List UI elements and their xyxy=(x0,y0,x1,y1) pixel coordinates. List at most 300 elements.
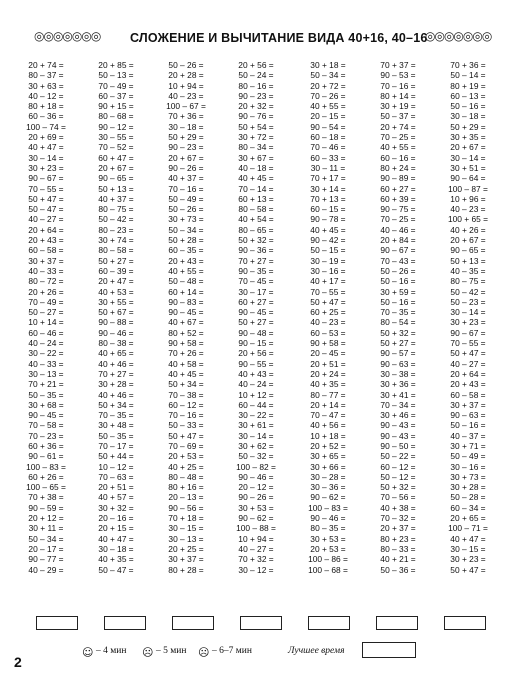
exercise-item: 50 – 16 = xyxy=(450,420,486,431)
exercise-item: 40 – 24 = xyxy=(28,338,64,349)
exercise-item: 50 – 49 = xyxy=(168,193,204,204)
exercise-item: 80 – 48 = xyxy=(168,471,204,482)
exercise-item: 20 – 16 = xyxy=(98,513,134,524)
exercise-item: 40 – 23 = xyxy=(168,90,204,101)
exercise-item: 20 + 67 = xyxy=(450,235,486,246)
exercise-item: 60 + 27 = xyxy=(238,296,274,307)
exercise-item: 30 + 23 = xyxy=(28,162,64,173)
exercise-item: 70 – 32 = xyxy=(380,513,416,524)
time-box[interactable] xyxy=(172,616,214,630)
exercise-item: 40 – 27 = xyxy=(238,543,274,554)
exercise-item: 30 – 14 = xyxy=(450,152,486,163)
exercise-item: 100 – 83 = xyxy=(26,461,66,472)
exercise-item: 90 – 46 = xyxy=(310,513,346,524)
exercise-item: 90 – 89 = xyxy=(380,173,416,184)
exercise-item: 60 – 58 = xyxy=(28,245,64,256)
exercise-item: 50 + 29 = xyxy=(450,121,486,132)
exercise-item: 100 + 65 = xyxy=(447,214,489,225)
exercise-column xyxy=(154,60,218,575)
exercise-item: 60 – 12 = xyxy=(168,399,204,410)
exercise-item: 20 + 56 = xyxy=(238,348,274,359)
exercise-item: 90 – 65 = xyxy=(450,245,486,256)
exercise-item: 30 + 65 = xyxy=(310,451,346,462)
exercise-item: 90 – 23 = xyxy=(168,142,204,153)
exercise-item: 50 – 26 = xyxy=(168,204,204,215)
exercise-item: 40 + 55 = xyxy=(168,265,204,276)
exercise-item: 60 + 36 = xyxy=(28,440,64,451)
exercise-item: 40 – 23 = xyxy=(450,204,486,215)
exercise-item: 40 + 47 = xyxy=(98,533,134,544)
exercise-item: 30 + 35 = xyxy=(450,132,486,143)
exercise-item: 50 – 34 = xyxy=(168,224,204,235)
exercise-item: 50 – 37 = xyxy=(380,111,416,122)
exercise-item: 60 – 46 = xyxy=(28,327,64,338)
exercise-item: 30 + 67 = xyxy=(238,152,274,163)
exercise-item: 60 – 53 = xyxy=(310,327,346,338)
exercise-item: 60 – 44 = xyxy=(238,399,274,410)
exercise-item: 90 + 15 = xyxy=(98,101,134,112)
exercise-item: 20 + 56 = xyxy=(238,60,274,70)
exercise-item: 50 + 67 = xyxy=(98,307,134,318)
exercise-item: 60 – 34 = xyxy=(450,502,486,513)
exercise-item: 50 + 47 = xyxy=(168,430,204,441)
exercise-item: 30 + 63 = xyxy=(28,80,64,91)
exercise-item: 80 – 75 = xyxy=(450,276,486,287)
ornament-left: ◎◎◎◎◎◎◎ xyxy=(34,29,101,43)
exercise-item: 30 + 74 = xyxy=(98,235,134,246)
exercise-item: 30 + 36 = xyxy=(380,379,416,390)
exercise-item: 70 + 27 = xyxy=(238,255,274,266)
exercise-item: 70 – 16 = xyxy=(168,183,204,194)
exercise-item: 30 + 59 = xyxy=(380,286,416,297)
exercise-item: 30 + 32 = xyxy=(98,502,134,513)
exercise-item: 30 + 37 = xyxy=(168,554,204,565)
exercise-item: 50 – 47 = xyxy=(98,564,134,575)
exercise-item: 20 + 14 = xyxy=(310,399,346,410)
exercise-item: 80 – 75 = xyxy=(98,204,134,215)
exercise-item: 70 – 14 = xyxy=(238,183,274,194)
exercise-item: 20 + 72 = xyxy=(310,80,346,91)
time-box[interactable] xyxy=(104,616,146,630)
exercise-item: 10 – 12 = xyxy=(98,461,134,472)
exercise-item: 20 – 15 = xyxy=(310,111,346,122)
exercise-item: 70 – 55 = xyxy=(28,183,64,194)
exercise-item: 30 – 28 = xyxy=(310,471,346,482)
exercise-item: 10 + 96 = xyxy=(450,193,486,204)
exercise-item: 90 – 61 = xyxy=(28,451,64,462)
exercise-item: 50 – 15 = xyxy=(310,245,346,256)
exercise-item: 50 – 34 = xyxy=(310,70,346,81)
exercise-item: 50 – 12 = xyxy=(380,471,416,482)
exercise-item: 30 – 16 = xyxy=(450,461,486,472)
exercise-item: 80 – 23 = xyxy=(98,224,134,235)
exercise-item: 40 – 27 = xyxy=(450,358,486,369)
exercise-column xyxy=(224,60,288,575)
exercise-grid xyxy=(14,60,504,615)
exercise-item: 60 – 58 = xyxy=(450,389,486,400)
exercise-item: 100 – 83 = xyxy=(308,502,348,513)
exercise-item: 50 – 27 = xyxy=(28,307,64,318)
exercise-item: 70 – 34 = xyxy=(380,399,416,410)
exercise-item: 60 – 18 = xyxy=(310,132,346,143)
exercise-item: 20 + 43 = xyxy=(450,379,486,390)
exercise-item: 40 + 58 = xyxy=(168,358,204,369)
exercise-item: 90 – 88 = xyxy=(98,317,134,328)
exercise-item: 80 – 38 = xyxy=(98,338,134,349)
exercise-item: 80 + 23 = xyxy=(380,533,416,544)
smile-face-icon: ☺ xyxy=(82,646,94,659)
exercise-item: 30 – 12 = xyxy=(238,564,274,575)
exercise-item: 90 – 62 = xyxy=(238,513,274,524)
exercise-item: 40 – 27 = xyxy=(28,214,64,225)
exercise-item: 20 + 43 = xyxy=(28,235,64,246)
exercise-item: 50 – 42 = xyxy=(98,214,134,225)
exercise-item: 50 – 16 = xyxy=(380,276,416,287)
exercise-item: 30 – 16 = xyxy=(310,265,346,276)
exercise-item: 30 + 23 = xyxy=(450,317,486,328)
exercise-item: 100 – 68 = xyxy=(308,564,348,575)
exercise-item: 40 + 17 = xyxy=(310,276,346,287)
exercise-item: 80 – 77 = xyxy=(310,389,346,400)
exercise-item: 20 + 74 = xyxy=(28,60,64,70)
exercise-item: 80 – 34 = xyxy=(238,142,274,153)
ornament-right: ◎◎◎◎◎◎◎ xyxy=(425,29,492,43)
exercise-item: 90 – 77 = xyxy=(28,554,64,565)
exercise-item: 70 – 26 = xyxy=(310,90,346,101)
exercise-item: 90 – 76 = xyxy=(238,111,274,122)
exercise-item: 40 + 38 = xyxy=(380,502,416,513)
exercise-item: 90 – 36 = xyxy=(238,245,274,256)
exercise-item: 30 + 28 = xyxy=(98,379,134,390)
exercise-item: 60 – 12 = xyxy=(380,461,416,472)
exercise-item: 30 + 61 = xyxy=(238,420,274,431)
exercise-item: 30 – 36 = xyxy=(310,482,346,493)
exercise-item: 10 + 94 = xyxy=(168,80,204,91)
exercise-item: 60 + 26 = xyxy=(28,471,64,482)
exercise-item: 80 + 24 = xyxy=(380,162,416,173)
exercise-item: 50 – 35 = xyxy=(28,389,64,400)
exercise-column xyxy=(366,60,430,575)
exercise-item: 30 – 14 = xyxy=(28,152,64,163)
exercise-item: 30 + 37 = xyxy=(28,255,64,266)
exercise-item: 80 + 19 = xyxy=(450,80,486,91)
time-box[interactable] xyxy=(376,616,418,630)
exercise-item: 30 + 14 = xyxy=(310,183,346,194)
exercise-item: 70 – 16 = xyxy=(168,410,204,421)
exercise-item: 10 + 94 = xyxy=(238,533,274,544)
exercise-item: 50 + 32 = xyxy=(380,482,416,493)
exercise-item: 90 – 67 = xyxy=(380,245,416,256)
exercise-item: 90 + 58 = xyxy=(310,338,346,349)
exercise-item: 50 – 32 = xyxy=(238,451,274,462)
exercise-item: 30 + 23 = xyxy=(450,554,486,565)
exercise-item: 70 – 43 = xyxy=(380,255,416,266)
exercise-item: 70 – 55 = xyxy=(310,286,346,297)
exercise-item: 30 + 51 = xyxy=(450,162,486,173)
exercise-item: 40 – 46 = xyxy=(380,224,416,235)
exercise-item: 90 – 55 = xyxy=(238,358,274,369)
exercise-item: 50 + 54 = xyxy=(238,121,274,132)
exercise-item: 70 – 45 = xyxy=(238,276,274,287)
timing-good: – 4 мин xyxy=(96,646,127,656)
exercise-item: 40 – 35 = xyxy=(450,265,486,276)
page-title: СЛОЖЕНИЕ И ВЫЧИТАНИЕ ВИДА 40+16, 40–16 xyxy=(130,31,428,45)
exercise-item: 90 – 78 = xyxy=(310,214,346,225)
exercise-item: 50 + 29 = xyxy=(168,132,204,143)
exercise-item: 60 – 13 = xyxy=(450,90,486,101)
exercise-item: 20 – 13 = xyxy=(168,492,204,503)
exercise-item: 80 – 72 = xyxy=(28,276,64,287)
exercise-item: 40 + 56 = xyxy=(310,420,346,431)
exercise-item: 20 – 45 = xyxy=(310,348,346,359)
exercise-item: 40 + 25 = xyxy=(168,461,204,472)
exercise-item: 50 – 13 = xyxy=(98,70,134,81)
exercise-item: 20 + 69 = xyxy=(28,132,64,143)
exercise-item: 50 + 32 = xyxy=(380,327,416,338)
exercise-item: 50 + 13 = xyxy=(450,255,486,266)
exercise-item: 100 – 87 = xyxy=(448,183,488,194)
exercise-item: 70 + 21 = xyxy=(28,379,64,390)
exercise-item: 20 + 47 = xyxy=(98,276,134,287)
exercise-item: 40 + 43 = xyxy=(238,368,274,379)
exercise-item: 20 + 15 = xyxy=(98,523,134,534)
exercise-item: 90 – 57 = xyxy=(380,348,416,359)
exercise-item: 90 – 63 = xyxy=(380,358,416,369)
exercise-item: 20 + 67 = xyxy=(98,162,134,173)
exercise-item: 80 – 35 = xyxy=(310,523,346,534)
exercise-item: 50 – 28 = xyxy=(450,492,486,503)
exercise-item: 20 + 74 = xyxy=(380,121,416,132)
exercise-item: 50 + 47 = xyxy=(450,348,486,359)
exercise-item: 30 + 55 = xyxy=(98,296,134,307)
exercise-item: 90 – 62 = xyxy=(310,492,346,503)
exercise-item: 30 – 13 = xyxy=(168,533,204,544)
exercise-item: 100 – 65 = xyxy=(26,482,66,493)
exercise-item: 20 + 26 = xyxy=(28,286,64,297)
exercise-item: 20 + 85 = xyxy=(98,60,134,70)
exercise-item: 30 + 71 = xyxy=(450,440,486,451)
exercise-item: 30 + 46 = xyxy=(380,410,416,421)
exercise-item: 90 – 63 = xyxy=(450,410,486,421)
exercise-item: 80 – 37 = xyxy=(28,70,64,81)
exercise-item: 30 – 18 = xyxy=(98,543,134,554)
exercise-item: 20 + 43 = xyxy=(168,255,204,266)
exercise-item: 90 – 64 = xyxy=(450,173,486,184)
exercise-item: 50 – 16 = xyxy=(380,296,416,307)
exercise-item: 80 + 16 = xyxy=(168,482,204,493)
exercise-item: 70 + 37 = xyxy=(380,60,416,70)
exercise-item: 70 – 25 = xyxy=(380,132,416,143)
exercise-item: 10 + 12 = xyxy=(238,389,274,400)
exercise-item: 40 + 46 = xyxy=(98,389,134,400)
exercise-item: 20 + 51 = xyxy=(310,358,346,369)
exercise-item: 80 + 28 = xyxy=(168,564,204,575)
exercise-item: 70 – 55 = xyxy=(450,338,486,349)
exercise-item: 70 + 38 = xyxy=(28,492,64,503)
exercise-item: 30 – 18 = xyxy=(168,121,204,132)
exercise-item: 50 – 22 = xyxy=(380,451,416,462)
exercise-item: 50 – 26 = xyxy=(380,265,416,276)
time-box[interactable] xyxy=(444,616,486,630)
exercise-item: 90 – 43 = xyxy=(380,420,416,431)
exercise-item: 30 + 18 = xyxy=(310,60,346,70)
exercise-item: 90 – 54 = xyxy=(310,121,346,132)
exercise-item: 70 – 38 = xyxy=(168,389,204,400)
exercise-item: 70 – 56 = xyxy=(380,492,416,503)
exercise-item: 60 – 37 = xyxy=(98,90,134,101)
exercise-item: 50 + 47 = xyxy=(310,296,346,307)
exercise-item: 50 – 47 = xyxy=(28,204,64,215)
exercise-item: 100 – 82 = xyxy=(236,461,276,472)
exercise-item: 30 – 11 = xyxy=(310,162,346,173)
best-time-box[interactable] xyxy=(362,642,416,658)
exercise-item: 70 – 69 = xyxy=(168,440,204,451)
exercise-item: 10 + 18 = xyxy=(310,430,346,441)
exercise-item: 50 + 28 = xyxy=(168,235,204,246)
exercise-item: 40 + 37 = xyxy=(168,173,204,184)
exercise-item: 30 + 41 = xyxy=(380,389,416,400)
exercise-item: 40 + 45 = xyxy=(168,368,204,379)
exercise-item: 50 + 27 = xyxy=(238,317,274,328)
exercise-item: 60 – 33 = xyxy=(310,152,346,163)
exercise-item: 90 – 42 = xyxy=(310,235,346,246)
exercise-item: 30 + 53 = xyxy=(238,502,274,513)
exercise-item: 90 – 12 = xyxy=(98,121,134,132)
exercise-item: 40 – 33 = xyxy=(28,358,64,369)
exercise-item: 40 + 37 = xyxy=(98,193,134,204)
time-boxes xyxy=(36,616,506,634)
exercise-item: 40 + 46 = xyxy=(98,358,134,369)
exercise-item: 40 + 67 = xyxy=(168,317,204,328)
exercise-item: 30 + 48 = xyxy=(98,420,134,431)
exercise-item: 30 + 73 = xyxy=(168,214,204,225)
exercise-item: 90 + 58 = xyxy=(168,338,204,349)
exercise-item: 70 – 49 = xyxy=(28,296,64,307)
exercise-item: 50 – 24 = xyxy=(238,70,274,81)
exercise-column xyxy=(14,60,78,575)
exercise-item: 40 + 65 = xyxy=(98,348,134,359)
exercise-item: 90 – 65 = xyxy=(98,173,134,184)
exercise-item: 60 + 39 = xyxy=(380,193,416,204)
exercise-column xyxy=(84,60,148,575)
exercise-item: 20 + 64 = xyxy=(28,224,64,235)
exercise-item: 60 + 13 = xyxy=(238,193,274,204)
exercise-item: 30 – 14 = xyxy=(238,430,274,441)
exercise-item: 40 + 55 = xyxy=(310,101,346,112)
exercise-item: 90 – 59 = xyxy=(28,502,64,513)
exercise-item: 90 – 15 = xyxy=(238,338,274,349)
time-box[interactable] xyxy=(308,616,350,630)
exercise-item: 90 – 45 = xyxy=(28,410,64,421)
exercise-item: 80 + 18 = xyxy=(28,101,64,112)
exercise-item: 40 + 26 = xyxy=(450,224,486,235)
exercise-item: 20 – 12 = xyxy=(238,482,274,493)
exercise-item: 30 – 38 = xyxy=(380,368,416,379)
exercise-item: 20 + 84 = xyxy=(380,235,416,246)
exercise-item: 30 – 14 = xyxy=(450,307,486,318)
exercise-item: 10 + 14 = xyxy=(28,317,64,328)
exercise-item: 70 – 25 = xyxy=(380,214,416,225)
exercise-item: 30 + 66 = xyxy=(310,461,346,472)
exercise-item: 50 – 33 = xyxy=(168,420,204,431)
time-box[interactable] xyxy=(240,616,282,630)
exercise-item: 20 + 25 = xyxy=(168,543,204,554)
exercise-item: 20 + 52 = xyxy=(310,440,346,451)
exercise-item: 100 – 74 = xyxy=(26,121,66,132)
time-box[interactable] xyxy=(36,616,78,630)
exercise-item: 80 – 54 = xyxy=(380,317,416,328)
exercise-item: 90 – 53 = xyxy=(380,70,416,81)
exercise-item: 70 + 17 = xyxy=(310,173,346,184)
exercise-item: 30 – 22 = xyxy=(28,348,64,359)
exercise-item: 60 – 39 = xyxy=(98,265,134,276)
timing-slow: – 6–7 мин xyxy=(212,646,252,656)
exercise-item: 20 – 17 = xyxy=(28,543,64,554)
exercise-item: 50 – 42 = xyxy=(450,286,486,297)
exercise-item: 100 – 71 = xyxy=(448,523,488,534)
exercise-item: 70 + 13 = xyxy=(310,193,346,204)
exercise-item: 70 + 27 = xyxy=(98,368,134,379)
exercise-item: 90 – 46 = xyxy=(98,327,134,338)
exercise-item: 80 – 58 = xyxy=(238,204,274,215)
exercise-item: 30 + 37 = xyxy=(450,399,486,410)
exercise-item: 70 – 49 = xyxy=(98,80,134,91)
exercise-item: 60 + 27 = xyxy=(380,183,416,194)
exercise-item: 30 + 28 = xyxy=(450,482,486,493)
exercise-item: 50 – 36 = xyxy=(380,564,416,575)
exercise-item: 20 + 51 = xyxy=(98,482,134,493)
exercise-item: 50 – 16 = xyxy=(450,101,486,112)
exercise-item: 20 + 67 = xyxy=(168,152,204,163)
exercise-item: 50 + 32 = xyxy=(238,235,274,246)
exercise-item: 90 – 67 = xyxy=(450,327,486,338)
page-header xyxy=(0,28,515,50)
exercise-item: 60 – 16 = xyxy=(380,152,416,163)
exercise-item: 50 + 34 = xyxy=(98,399,134,410)
exercise-item: 50 – 14 = xyxy=(450,70,486,81)
exercise-item: 50 + 47 = xyxy=(450,564,486,575)
exercise-item: 90 – 26 = xyxy=(168,162,204,173)
exercise-item: 40 + 35 = xyxy=(310,379,346,390)
exercise-item: 40 + 54 = xyxy=(238,214,274,225)
exercise-item: 50 – 34 = xyxy=(28,533,64,544)
exercise-item: 80 – 65 = xyxy=(238,224,274,235)
exercise-item: 90 – 50 = xyxy=(380,440,416,451)
exercise-item: 20 + 64 = xyxy=(450,368,486,379)
exercise-item: 90 – 75 = xyxy=(380,204,416,215)
sad-face-icon: ☹ xyxy=(198,646,210,659)
exercise-item: 20 + 65 = xyxy=(450,513,486,524)
exercise-item: 70 – 58 = xyxy=(28,420,64,431)
exercise-item: 90 – 35 = xyxy=(238,265,274,276)
exercise-item: 60 + 25 = xyxy=(310,307,346,318)
exercise-item: 50 + 44 = xyxy=(98,451,134,462)
exercise-item: 50 – 49 = xyxy=(450,451,486,462)
exercise-item: 30 – 55 = xyxy=(98,132,134,143)
exercise-item: 20 + 53 = xyxy=(310,543,346,554)
exercise-item: 30 + 53 = xyxy=(310,533,346,544)
exercise-item: 100 – 67 = xyxy=(166,101,206,112)
exercise-item: 20 + 32 = xyxy=(238,101,274,112)
exercise-item: 30 – 19 = xyxy=(310,255,346,266)
exercise-item: 50 + 13 = xyxy=(98,183,134,194)
exercise-item: 40 – 29 = xyxy=(28,564,64,575)
exercise-item: 90 – 45 = xyxy=(168,307,204,318)
exercise-item: 40 + 35 = xyxy=(98,554,134,565)
exercise-item: 90 – 83 = xyxy=(168,296,204,307)
exercise-item: 50 – 23 = xyxy=(450,296,486,307)
exercise-item: 80 – 16 = xyxy=(238,80,274,91)
